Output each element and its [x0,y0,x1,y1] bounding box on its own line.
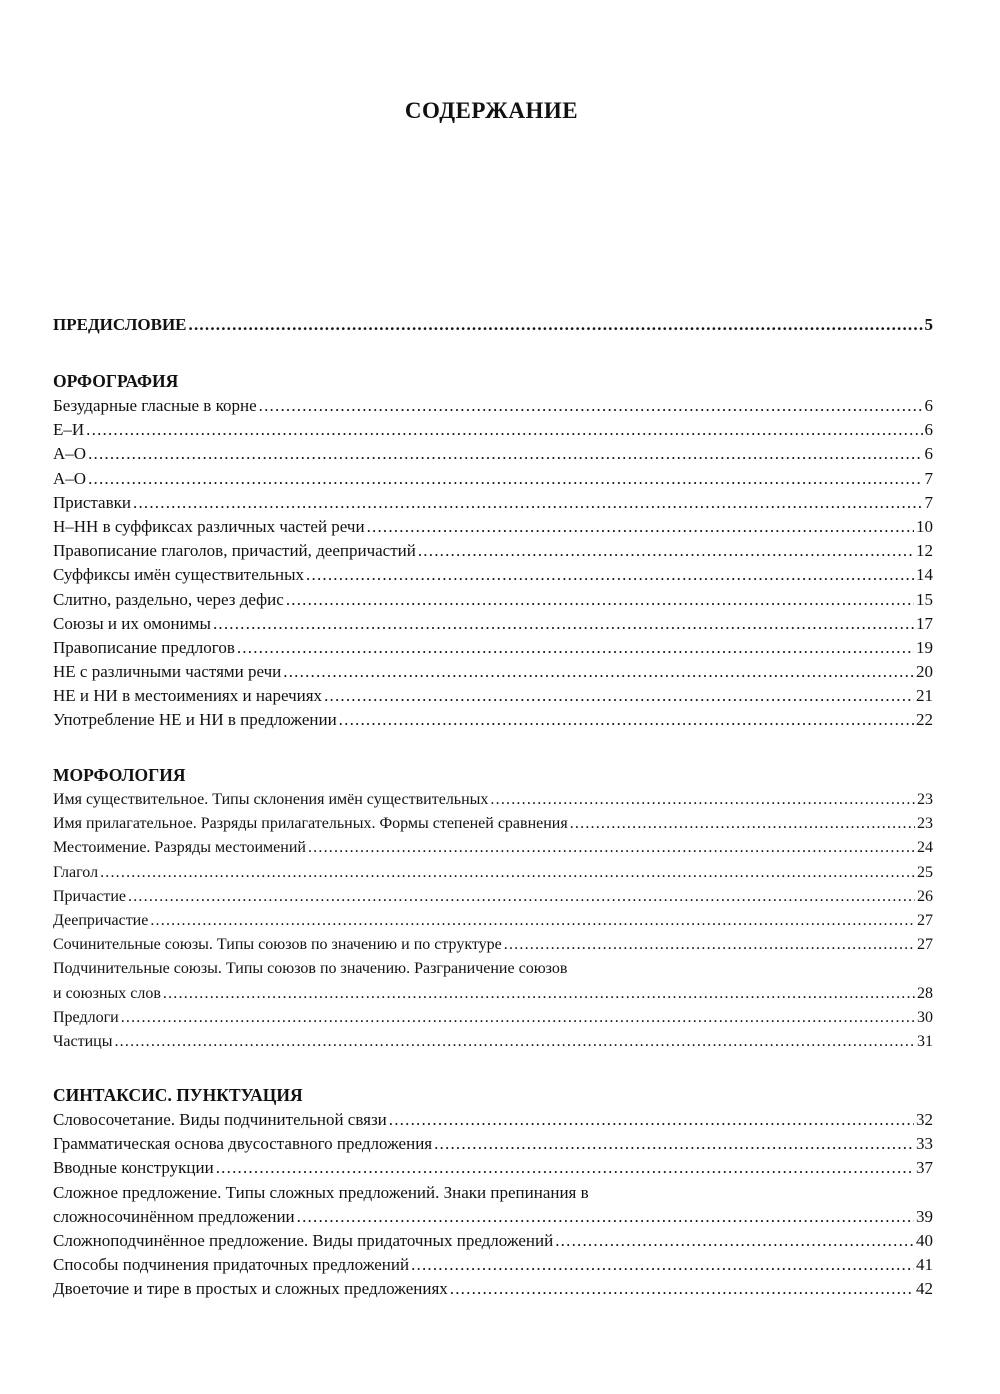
toc-entry[interactable] [53,588,933,612]
toc-entry[interactable] [53,885,933,909]
entry-label: Имя прилагательное. Разряды прилагательных. Формы степеней сравнения [53,815,568,833]
entry-page: 33 [916,1134,933,1154]
toc-entry[interactable] [53,563,933,587]
entry-page: 19 [916,637,933,657]
dot-leader [88,467,922,491]
entry-page: 23 [917,815,933,833]
toc-entry[interactable] [53,812,933,836]
entry-page: 28 [917,984,933,1002]
entry-label: А–О [53,444,87,464]
entry-label: Безударные гласные в корне [53,396,257,415]
toc-entry[interactable] [53,836,933,860]
toc-entry[interactable] [53,1006,933,1030]
dot-leader [297,1205,914,1229]
dot-leader [339,708,914,732]
toc-entry[interactable] [53,861,933,885]
entry-label: Глагол [53,863,99,881]
entry-page: 30 [917,1008,933,1026]
entry-label: Е–И [53,420,85,440]
entry-label: сложносочинённом предложении [53,1206,295,1226]
entry-page: 12 [916,541,933,561]
entry-label: Сложноподчинённое предложение. Виды придаточных предложений [53,1230,554,1250]
preface-block [53,313,933,337]
toc-entry[interactable] [53,660,933,684]
dot-leader [237,636,914,660]
toc-entry[interactable] [53,684,933,708]
toc-entry[interactable] [53,1205,933,1229]
entry-page: 42 [916,1279,933,1299]
entry-label: Н–НН в суффиксах различных частей речи [53,516,365,536]
dot-leader [286,588,914,612]
entry-label: Сочинительные союзы. Типы союзов по значению и по структуре [53,936,502,954]
entry-page: 39 [916,1206,933,1226]
entry-page: 32 [916,1110,933,1129]
dot-leader [490,788,915,812]
entry-page: 26 [917,887,933,905]
entry-label: Грамматическая основа двусоставного предложения [53,1134,433,1154]
entry-page: 17 [916,613,933,633]
dot-leader [418,539,914,563]
entry-label: Частицы [53,1032,113,1050]
entry-label: Местоимение. Разряды местоимений [53,839,306,857]
dot-leader [163,982,915,1006]
entry-page: 6 [924,444,933,464]
toc-entry[interactable] [53,1132,933,1156]
toc-entry[interactable] [53,636,933,660]
entry-page: 27 [917,936,933,954]
entry-page: 10 [916,516,933,536]
entry-page: 22 [916,710,933,730]
entry-label: Суффиксы имён существительных [53,565,305,585]
entry-label: Причастие [53,887,127,905]
dot-leader [367,515,914,539]
entry-page: 25 [917,863,933,881]
entry-page: 15 [916,589,933,609]
toc-entry[interactable] [53,909,933,933]
entry-label: Деепричастие [53,911,149,929]
entry-page: 27 [917,911,933,929]
entry-label: Правописание глаголов, причастий, деепричастий [53,541,416,561]
entry-page: 6 [924,396,933,415]
entry-label: Приставки [53,492,131,512]
toc-entry[interactable] [53,933,933,957]
section-heading: МОРФОЛОГИЯ [53,765,186,785]
toc-entry[interactable] [53,1253,933,1277]
toc-entry[interactable] [53,1030,933,1054]
entry-page: 6 [924,420,933,440]
entry-label: Имя существительное. Типы склонения имён существительных [53,791,489,808]
entry-page: 7 [924,468,933,488]
toc-entry[interactable] [53,442,933,466]
entry-label: и союзных слов [53,984,161,1002]
dot-leader [555,1229,914,1253]
section-heading: СИНТАКСИС. ПУНКТУАЦИЯ [53,1085,303,1105]
toc-entry[interactable] [53,515,933,539]
page-title: СОДЕРЖАНИЕ [404,98,579,123]
entry-label: Употребление НЕ и НИ в предложении [53,710,337,730]
entry-page: 31 [917,1032,933,1050]
entry-page: 14 [916,565,933,585]
entry-page: 37 [916,1158,933,1178]
entry-page: 41 [916,1255,933,1275]
entry-label: Вводные конструкции [53,1158,214,1178]
dot-leader [189,313,923,337]
toc-entry[interactable] [53,1156,933,1180]
toc-entry[interactable] [53,1108,933,1132]
toc-entry-preface[interactable] [53,313,933,337]
entry-label: НЕ и НИ в местоимениях и наречиях [53,686,323,706]
dot-leader [411,1253,914,1277]
entry-page: 24 [917,839,933,857]
entry-label: А–О [53,468,87,488]
dot-leader [216,1156,914,1180]
dot-leader [434,1132,914,1156]
entry-label: Слитно, раздельно, через дефис [53,589,284,609]
dot-leader [504,933,915,957]
dot-leader [308,836,915,860]
toc-entry[interactable] [53,788,933,812]
dot-leader [114,1030,915,1054]
entry-page: 23 [917,791,933,808]
section-orthography [53,368,933,733]
entry-page: 7 [924,492,933,512]
entry-label: Правописание предлогов [53,637,235,657]
section-heading: ОРФОГРАФИЯ [53,371,179,391]
entry-label: Союзы и их омонимы [53,613,211,633]
toc-entry[interactable] [53,539,933,563]
entry-label: Предлоги [53,1008,119,1026]
dot-leader [150,909,915,933]
entry-label: ПРЕДИСЛОВИЕ [53,315,187,334]
entry-page: 21 [916,686,933,706]
dot-leader [121,1006,915,1030]
toc-entry[interactable] [53,418,933,442]
entry-page: 20 [916,662,933,682]
dot-leader [128,885,915,909]
dot-leader [213,612,914,636]
dot-leader [86,418,922,442]
toc-entry-line[interactable]: Сложное предложение. Типы сложных предложений. Знаки препинания в [53,1182,589,1202]
dot-leader [88,442,922,466]
entry-label: Двоеточие и тире в простых и сложных предложениях [53,1279,448,1299]
toc-entry[interactable] [53,1229,933,1253]
dot-leader [570,812,915,836]
dot-leader [259,394,923,418]
entry-page: 5 [924,315,933,334]
dot-leader [324,684,914,708]
dot-leader [306,563,914,587]
toc-entry[interactable] [53,394,933,418]
toc-entry[interactable] [53,612,933,636]
dot-leader [450,1277,914,1301]
dot-leader [100,861,915,885]
entry-page: 40 [916,1230,933,1250]
dot-leader [389,1108,914,1132]
toc-entry[interactable] [53,1277,933,1301]
toc-entry[interactable] [53,708,933,732]
dot-leader [283,660,914,684]
toc-entry-line[interactable]: Подчинительные союзы. Типы союзов по значению. Разграничение союзов [53,960,568,978]
toc-entry[interactable] [53,982,933,1006]
entry-label: Словосочетание. Виды подчинительной связи [53,1110,387,1129]
toc-entry[interactable] [53,467,933,491]
entry-label: НЕ с различными частями речи [53,662,282,682]
section-morphology [53,762,933,1054]
entry-label: Способы подчинения придаточных предложений [53,1255,410,1275]
dot-leader [133,491,923,515]
section-syntax [53,1082,933,1302]
toc-entry[interactable] [53,491,933,515]
